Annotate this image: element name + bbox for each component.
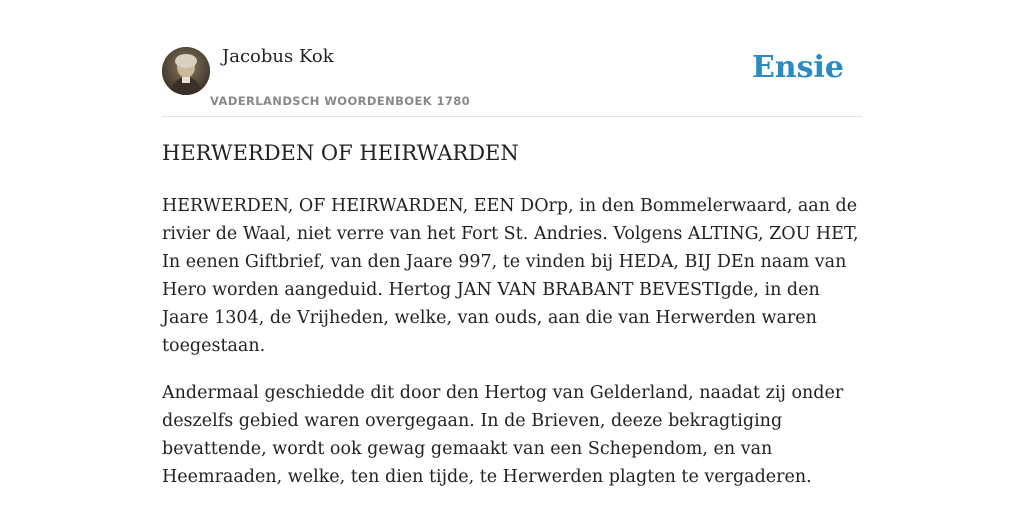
article-header bbox=[162, 0, 862, 117]
article-body bbox=[162, 192, 862, 510]
portrait-image bbox=[162, 47, 210, 95]
brand-logo[interactable]: Ensie bbox=[751, 50, 844, 85]
article-title: HERWERDEN OF HEIRWARDEN bbox=[162, 141, 519, 165]
author-avatar[interactable] bbox=[162, 47, 210, 95]
article-card bbox=[162, 0, 862, 487]
paragraph: Andermaal geschiedde dit door den Hertog van Gelderland, naadat zij onder deszelfs gebied waren overgegaan. In de Brieven, deeze bekragtiging bevattende, wordt ook gewag gemaakt van een Schependom, en van Heemraaden, welke, ten dien tijde, te Herwerden plagten te vergaderen. bbox=[162, 383, 844, 487]
source-label[interactable]: VADERLANDSCH WOORDENBOEK 1780 bbox=[210, 94, 471, 108]
author-name[interactable]: Jacobus Kok bbox=[222, 46, 334, 67]
paragraph: HERWERDEN, OF HEIRWARDEN, EEN DOrp, in den Bommelerwaard, aan de rivier de Waal, niet verre van het Fort St. Andries. Volgens ALTING, ZOU HET, In eenen Giftbrief, van den Jaare 997, te vinden bij HEDA, BIJ DEn naam van Hero worden aangeduid. Hertog JAN VAN BRABANT BEVESTIgde, in den Jaare 1304, de Vrijheden, welke, van ouds, aan die van Herwerden waren toegestaan. bbox=[162, 196, 859, 356]
